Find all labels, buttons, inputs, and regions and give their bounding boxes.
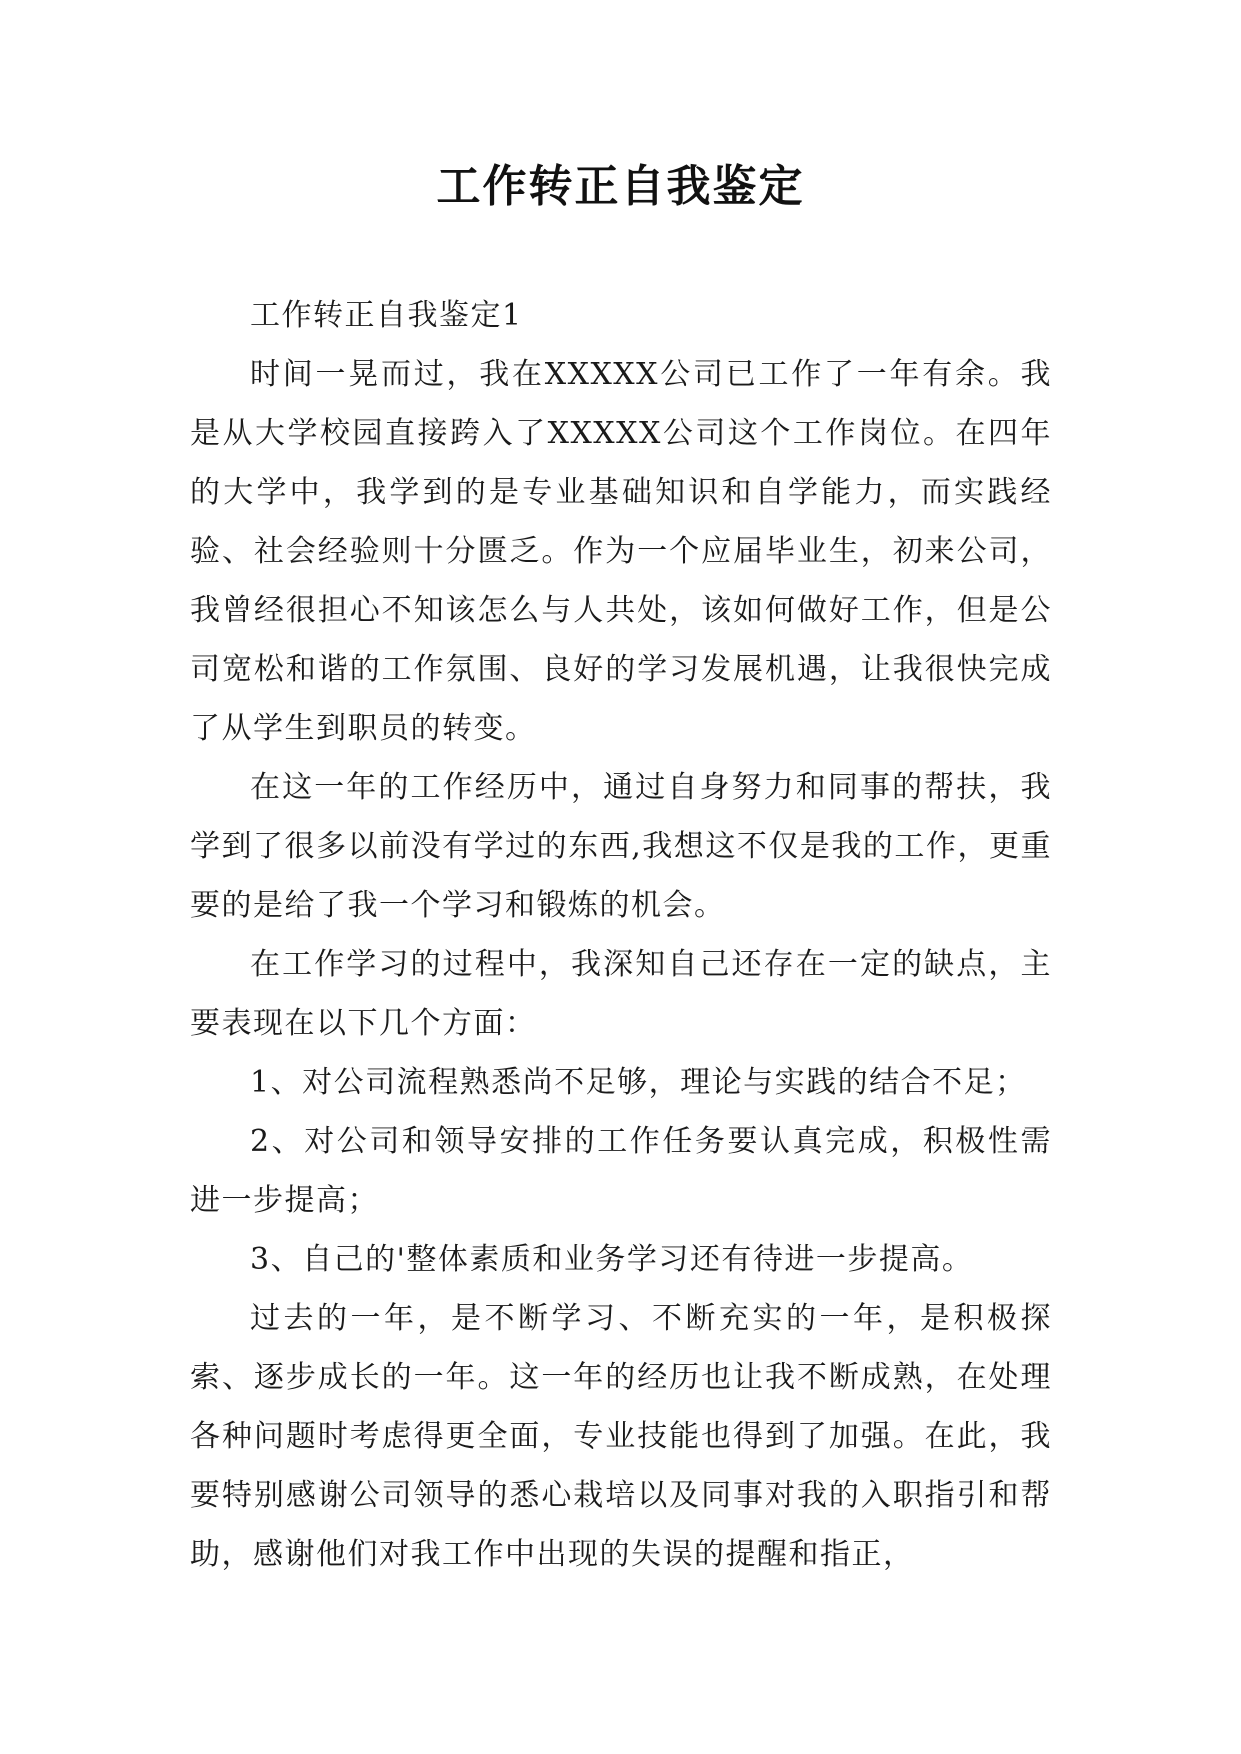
document-body — [190, 286, 1052, 1584]
body-paragraph: 在这一年的工作经历中，通过自身努力和同事的帮扶，我学到了很多以前没有学过的东西,我想这不仅是我的工作，更重要的是给了我一个学习和锻炼的机会。 — [190, 770, 1052, 923]
body-paragraph: 在工作学习的过程中，我深知自己还存在一定的缺点，主要表现在以下几个方面： — [190, 947, 1052, 1041]
list-item-paragraph: 2、对公司和领导安排的工作任务要认真完成，积极性需进一步提高； — [190, 1124, 1052, 1218]
list-item-paragraph: 1、对公司流程熟悉尚不足够，理论与实践的结合不足； — [250, 1065, 1027, 1100]
body-paragraph: 时间一晃而过，我在XXXXX公司已工作了一年有余。我是从大学校园直接跨入了XXXXX公司这个工作岗位。在四年的大学中，我学到的是专业基础知识和自学能力，而实践经验、社会经验则十分匮乏。作为一个应届毕业生，初来公司，我曾经很担心不知该怎么与人共处，该如何做好工作，但是公司宽松和谐的工作氛围、良好的学习发展机遇，让我很快完成了从学生到职员的转变。 — [190, 357, 1052, 746]
body-paragraph: 过去的一年，是不断学习、不断充实的一年，是积极探索、逐步成长的一年。这一年的经历也让我不断成熟，在处理各种问题时考虑得更全面，专业技能也得到了加强。在此，我要特别感谢公司领导的悉心栽培以及同事对我的入职指引和帮助，感谢他们对我工作中出现的失误的提醒和指正， — [190, 1301, 1052, 1572]
document-title: 工作转正自我鉴定 — [436, 161, 805, 212]
list-item-paragraph: 3、自己的'整体素质和业务学习还有待进一步提高。 — [250, 1242, 974, 1277]
subheading-paragraph: 工作转正自我鉴定1 — [250, 298, 523, 333]
